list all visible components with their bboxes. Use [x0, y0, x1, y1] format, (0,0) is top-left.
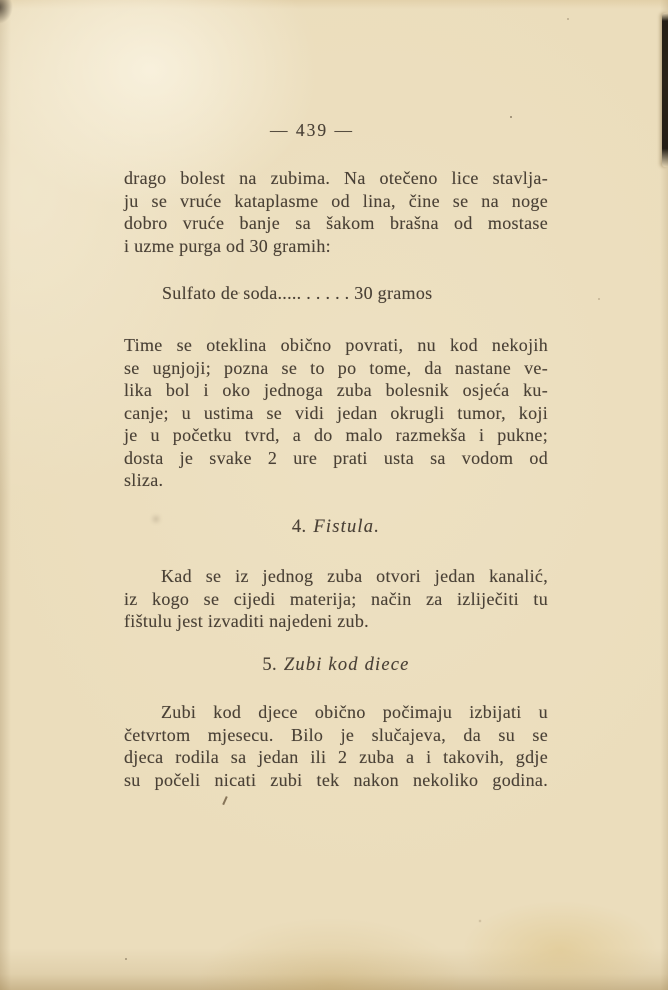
text-line: se ugnjoji; pozna se to po tome, da nastane ve- [124, 357, 548, 378]
paper-specks [0, 0, 2, 2]
text-line: dobro vruće banje sa šakom brašna od mostase [124, 213, 548, 233]
text-line: lika bol i oko jednoga zuba bolesnik osjeća ku- [124, 380, 548, 400]
section-heading-fistula [124, 515, 548, 539]
paragraph-abscess [124, 334, 548, 492]
section-title: Fistula. [313, 517, 381, 537]
scan-corner-spot [0, 0, 13, 24]
section-title: Zubi kod diece [283, 655, 410, 675]
section-heading-children-teeth [124, 653, 548, 677]
section-number: 5. [262, 655, 277, 675]
text-line: fištulu jest izvaditi najedeni zub. [124, 611, 369, 631]
text-line: je u početku tvrd, a do malo razmekša i pukne; [124, 425, 548, 445]
text-line: i uzme purga od 30 gramih: [124, 235, 331, 256]
paragraph-fistula [124, 565, 548, 633]
text-line: ju se vruće kataplasme od lina, čine se na noge [124, 190, 548, 211]
text-line: Kad se iz jednog zuba otvori jedan kanalić, [161, 566, 548, 586]
text-line: sliza. [124, 470, 164, 490]
page-content [124, 0, 548, 990]
recipe-line: Sulfato de soda..... . . . . . 30 gramos [162, 283, 433, 303]
page-number: — 439 — [270, 120, 354, 140]
text-line: drago bolest na zubima. Na otečeno lice stavlja- [124, 168, 548, 188]
text-line: djeca rodila sa jedan ili 2 zuba a i takovih, gdje [124, 747, 548, 767]
text-line: Time se oteklina obično povrati, nu kod nekojih [124, 335, 548, 355]
text-line: Zubi kod djece obično počimaju izbijati u [161, 702, 548, 722]
text-line: dosta je svake 2 ure prati usta sa vodom od [124, 447, 548, 468]
paragraph-continuation [124, 167, 548, 257]
paragraph-children-teeth [124, 701, 548, 791]
text-line: četvrtom mjesecu. Bilo je slučajeva, da su se [124, 724, 548, 745]
text-line: su počeli nicati zubi tek nakon nekoliko godina. [124, 769, 548, 790]
text-line: iz kogo se cijedi materija; način za izliječiti tu [124, 588, 548, 609]
section-number: 4. [291, 517, 307, 537]
scan-edge-artifact [662, 13, 668, 167]
text-line: canje; u ustima se vidi jedan okrugli tumor, koji [124, 402, 548, 423]
